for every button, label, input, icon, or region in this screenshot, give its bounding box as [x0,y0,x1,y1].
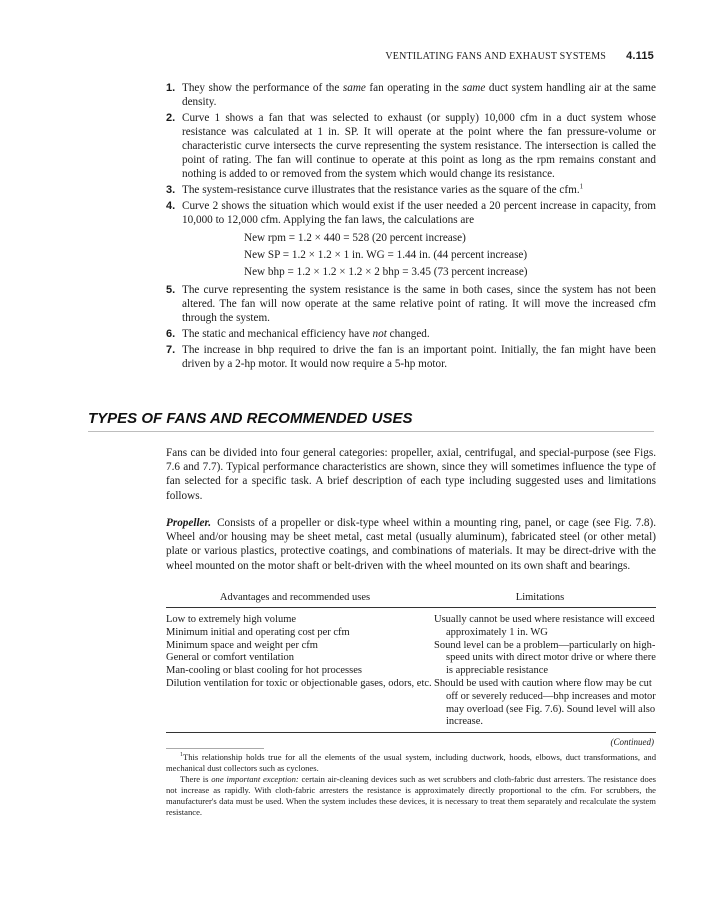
emphasis: same [462,82,486,94]
list-text: duct system handling air at the same density. [182,82,656,108]
table-header [166,592,656,608]
footnote-2 [166,774,656,818]
list-text: The static and mechanical efficiency have [182,328,373,340]
table-cell: Dilution ventilation for toxic or objectionable gases, odors, etc. [166,677,432,689]
list-number: 6. [166,328,176,340]
running-title: VENTILATING FANS AND EXHAUST SYSTEMS [385,51,607,62]
table-body [166,608,656,733]
intro-paragraph: Fans can be divided into four general categories: propeller, axial, centrifugal, and special-purpose (see Figs. 7.6 and 7.7). Typical performance characteristics are shown, since they will sometimes influence the type of fan selected for a specific task. A brief description of each type including suggested uses and limitations follows. [166,447,656,502]
list-number: 4. [166,200,176,212]
footnote-text: This relationship holds true for all the elements of the usual system, including ductwork, hoods, elbows, duct transformations, and mechanical dust collectors such as cyclones. [166,752,656,773]
list-item [166,327,656,341]
advantages-column [166,614,434,729]
fan-law-calculations [182,231,656,279]
list-number: 5. [166,284,176,296]
list-text: changed. [386,328,430,340]
table-cell: General or comfort ventilation [166,652,294,664]
column-header-advantages: Advantages and recommended uses [219,592,371,603]
table-cell: Man-cooling or blast cooling for hot processes [166,665,362,677]
list-number: 3. [166,184,176,196]
list-text: fan operating in the [365,82,463,94]
calc-bhp: New bhp = 1.2 × 1.2 × 1.2 × 2 bhp = 3.45 (73 percent increase) [244,266,528,278]
list-item [166,111,656,181]
calc-sp: New SP = 1.2 × 1.2 × 1 in. WG = 1.44 in. (44 percent increase) [244,249,528,261]
footnote-1 [166,752,656,774]
emphasis: same [342,82,366,94]
list-number: 7. [166,344,176,356]
list-number: 2. [166,112,176,124]
list-item [166,81,656,109]
list-item [166,283,656,325]
table-cell: Usually cannot be used where resistance will exceed approximately 1 in. WG [434,614,655,638]
list-text: They show the performance of the [182,82,343,94]
footnote-ref: 1 [579,182,584,191]
running-header [385,50,654,62]
table-cell: Minimum initial and operating cost per cfm [166,626,350,638]
table-cell: Low to extremely high volume [166,614,297,625]
list-item [166,183,656,197]
run-in-heading: Propeller. [166,517,212,529]
page-number: 4.115 [626,50,654,62]
list-text: Curve 1 shows a fan that was selected to exhaust (or supply) 10,000 cfm in a duct system whose resistance was calculated at 1 in. SP. It will operate at the point where the fan pressure-volume or characteristic curve intersects the curve representing the system resistance. The intersection is called the point of rating. The fan will continue to operate at this point as long as the rpm remains constant and nothing is added to or removed from the system which would change its resistance. [182,112,656,180]
emphasis: one important exception: [211,774,299,784]
list-text: The increase in bhp required to drive the fan is an important point. Initially, the fan might have been driven by a 2-hp motor. It would now require a 5-hp motor. [182,344,656,370]
limitations-column [434,614,656,729]
footnotes [166,752,656,818]
propeller-paragraph [166,516,656,573]
footnote-text: There is [180,774,212,784]
footnote-mark: 1 [180,752,183,759]
footnote-divider [166,748,264,749]
list-number: 1. [166,82,176,94]
continued-note: (Continued) [610,737,654,747]
list-text: Curve 2 shows the situation which would exist if the user needed a 20 percent increase in capacity, from 10,000 to 12,000 cfm. Applying the fan laws, the calculations are [182,200,656,226]
list-text: The curve representing the system resistance is the same in both cases, since the system has not been altered. The fan will now operate at the same relative point of rating. It will move the increased cfm through the system. [182,284,656,324]
numbered-list [166,81,656,373]
list-text: The system-resistance curve illustrates that the resistance varies as the square of the cfm. [182,184,580,196]
footnote-text: certain air-cleaning devices such as wet scrubbers and cloth-fabric dust arresters. The resistance does not increase as rapidly. With cloth-fabric arresters the resistance is approximately directly proportional to the cfm. For scrubbers, the manufacturer's data must be used. When the system includes these devices, it is necessary to treat them separately and recalculate the system resistance. [166,774,656,817]
calc-rpm: New rpm = 1.2 × 440 = 528 (20 percent increase) [244,232,466,244]
list-item [166,343,656,371]
table-cell: Minimum space and weight per cfm [166,639,318,651]
list-item [166,199,656,279]
section-heading: TYPES OF FANS AND RECOMMENDED USES [88,410,654,432]
column-header-limitations: Limitations [515,592,565,603]
advantages-limitations-table [166,592,656,733]
paragraph-text: Consists of a propeller or disk-type wheel within a mounting ring, panel, or cage (see Fig. 7.8). Wheel and/or housing may be sheet metal, cast metal (usually aluminum), fabricated steel (or other metal) plate or various plastics, protective coatings, and combinations of materials. It may be direct-drive with the wheel mounted on the motor shaft or belt-driven with the wheel mounted on its own shaft and bearings. [166,517,656,572]
table-cell: Should be used with caution where flow may be cut off or severely reduced—bhp increases and motor may overload (see Fig. 7.6). Sound level will also increase. [434,677,656,728]
table-cell: Sound level can be a problem—particularly on high-speed units with direct motor drive or where there is appreciable resistance [434,639,656,677]
emphasis: not [372,328,387,340]
